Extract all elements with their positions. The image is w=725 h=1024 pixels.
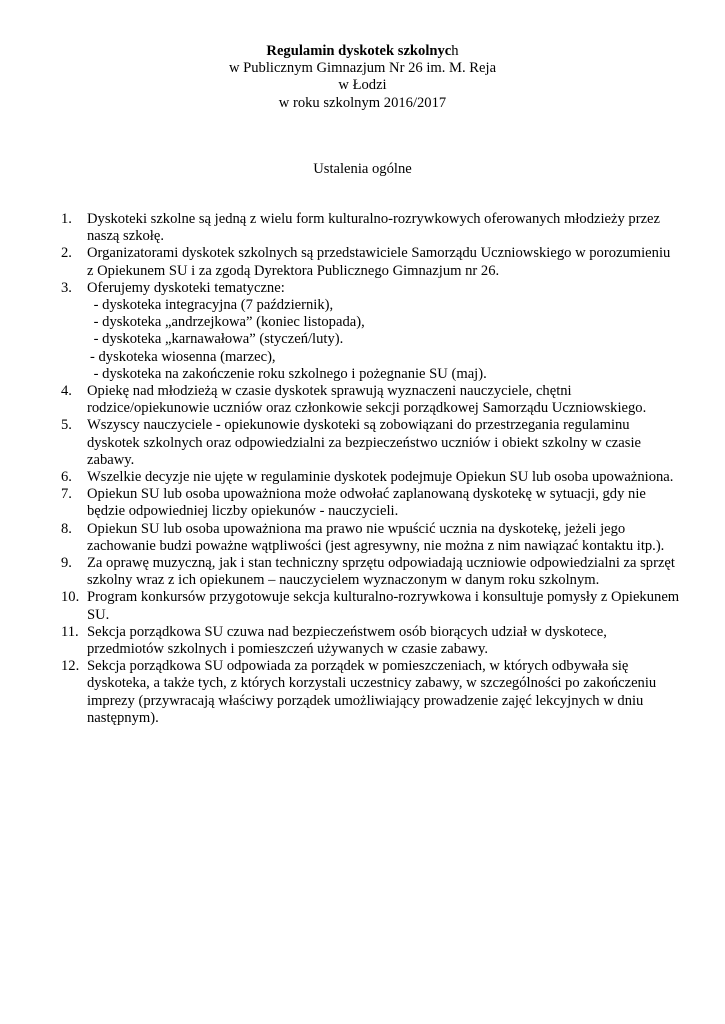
list-item-number: 8.: [61, 520, 72, 537]
list-item-number: 9.: [61, 555, 72, 572]
list-item: [61, 211, 689, 245]
list-item-line: SU.: [87, 606, 110, 623]
list-item-line: będzie odpowiedniej liczby opiekunów - nauczycieli.: [87, 503, 399, 520]
list-item-line: dyskotek szkolnych oraz odpowiedzialni za bezpieczeństwo uczniów i obiekt szkolny w czasie: [87, 434, 641, 451]
list-item-line: zachowanie budzi poważne wątpliwości (jest agresywny, nie można z nim nawiązać kontaktu itp.).: [87, 537, 665, 554]
sub-item-line: - dyskoteka na zakończenie roku szkolnego i pożegnanie SU (maj).: [90, 365, 487, 382]
list-item: [61, 383, 689, 417]
list-item-line: naszą szkołę.: [87, 228, 164, 245]
list-item-line: przedmiotów szkolnych i pomieszczeń używanych w czasie zabawy.: [87, 641, 489, 658]
list-item-number: 11.: [61, 623, 79, 640]
list-item-line: z Opiekunem SU i za zgodą Dyrektora Publicznego Gimnazjum nr 26.: [87, 262, 500, 279]
school-name: w Publicznym Gimnazjum Nr 26 im. M. Reja: [228, 60, 497, 77]
list-item-line: Wszelkie decyzje nie ujęte w regulaminie dyskotek podejmuje Opiekun SU lub osoba upoważniona.: [87, 469, 674, 486]
list-item: [61, 589, 689, 623]
sub-item-line: - dyskoteka integracyjna (7 październik),: [90, 297, 334, 314]
list-item-number: 1.: [61, 211, 72, 227]
list-item-line: Program konkursów przygotowuje sekcja kulturalno-rozrywkowa i konsultuje pomysły z Opiekunem: [87, 589, 680, 606]
document-title: [0, 43, 725, 60]
section-title: Ustalenia ogólne: [313, 161, 412, 177]
document-header: [0, 43, 725, 112]
list-item-number: 12.: [61, 658, 80, 675]
list-item-number: 10.: [61, 589, 80, 606]
list-item-line: Za oprawę muzyczną, jak i stan techniczny sprzętu odpowiadają uczniowie odpowiedzialni za sprzęt: [87, 555, 675, 572]
list-item-line: Sekcja porządkowa SU czuwa nad bezpieczeństwem osób biorących udział w dyskotece,: [87, 623, 607, 640]
school-year: w roku szkolnym 2016/2017: [278, 94, 447, 111]
list-item: [61, 280, 689, 383]
list-item-line: Wszyscy nauczyciele - opiekunowie dyskoteki są zobowiązani do przestrzegania regulaminu: [87, 417, 630, 434]
list-item: [61, 469, 689, 486]
list-item-line: Opiekun SU lub osoba upoważniona ma prawo nie wpuścić ucznia na dyskotekę, jeżeli jego: [87, 520, 626, 537]
city: w Łodzi: [338, 77, 387, 94]
list-item-line: Oferujemy dyskoteki tematyczne:: [87, 279, 285, 296]
list-item: [61, 555, 689, 589]
rules-list: [61, 211, 689, 727]
list-item: [61, 521, 689, 555]
title-bold: Regulamin dyskotek szkolnyc: [266, 43, 452, 59]
list-item: [61, 624, 689, 658]
list-item-line: Sekcja porządkowa SU odpowiada za porządek w pomieszczeniach, w których odbywała się: [87, 658, 629, 675]
list-item-line: Organizatorami dyskotek szkolnych są przedstawiciele Samorządu Uczniowskiego w porozumieniu: [87, 245, 671, 262]
list-item: [61, 486, 689, 520]
title-tail: h: [451, 43, 459, 59]
list-item-line: następnym).: [87, 709, 159, 726]
list-item-number: 3.: [61, 279, 72, 296]
list-item-line: Dyskoteki szkolne są jedną z wielu form kulturalno-rozrywkowych oferowanych młodzieży przez: [87, 211, 661, 227]
list-item-number: 6.: [61, 469, 72, 486]
list-item-line: zabawy.: [87, 451, 135, 468]
list-item-line: Opiekę nad młodzieżą w czasie dyskotek sprawują wyznaczeni nauczyciele, chętni: [87, 383, 572, 400]
list-item-number: 5.: [61, 417, 72, 434]
list-item-line: szkolny wraz z ich opiekunem – nauczycielem wyznaczonym w danym roku szkolnym.: [87, 572, 600, 589]
list-item-line: dyskoteka, a także tych, z których korzystali uczestnicy zabawy, w szczególności po zakończeniu: [87, 675, 657, 692]
sub-item-line: - dyskoteka „karnawałowa” (styczeń/luty).: [90, 331, 344, 348]
list-item-number: 7.: [61, 486, 72, 503]
list-item: [61, 658, 689, 727]
list-item: [61, 245, 689, 279]
list-item-number: 4.: [61, 383, 72, 400]
list-item: [61, 417, 689, 469]
list-item-line: imprezy (przywracają właściwy porządek umożliwiający prowadzenie zajęć lekcyjnych w dniu: [87, 692, 644, 709]
list-item-line: Opiekun SU lub osoba upoważniona może odwołać zaplanowaną dyskotekę w sytuacji, gdy nie: [87, 486, 646, 503]
list-item-line: rodzice/opiekunowie uczniów oraz członkowie sekcji porządkowej Samorządu Uczniowskiego.: [87, 400, 647, 417]
list-item-number: 2.: [61, 245, 72, 262]
sub-item-line: - dyskoteka „andrzejkowa” (koniec listopada),: [90, 314, 365, 331]
sub-item-line: - dyskoteka wiosenna (marzec),: [90, 348, 276, 365]
